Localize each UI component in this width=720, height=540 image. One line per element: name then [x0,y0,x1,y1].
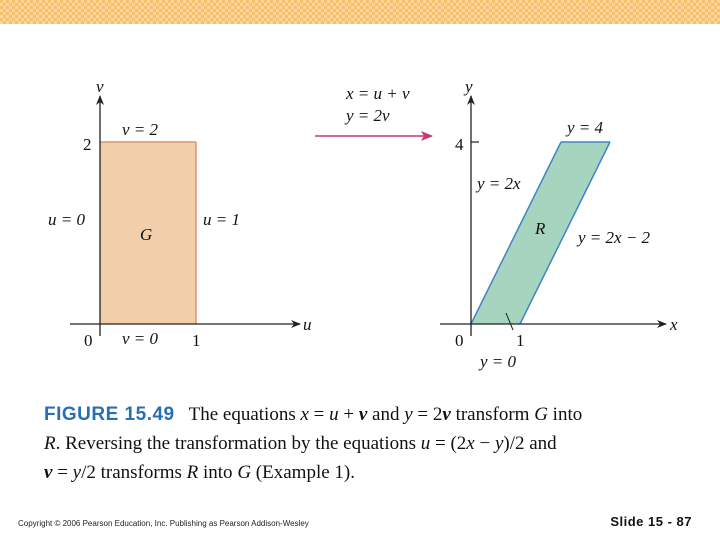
origin-label-right: 0 [455,331,464,350]
region-label-r: R [535,219,546,238]
caption-text: /2 transforms [81,462,187,483]
tick-label-4: 4 [455,135,464,154]
caption-var: u [329,404,339,425]
slide-number: Slide 15 - 87 [610,514,692,529]
transform-equation-1: x = u + v [346,84,410,103]
u-axis-label: u [303,315,312,334]
caption-text: into [198,462,238,483]
label-v-equals-2: v = 2 [122,120,159,139]
y-axis-label: y [465,77,473,96]
caption-text: (Example 1). [251,462,355,483]
caption-text: = [308,404,330,425]
label-y-equals-2x: y = 2x [477,174,521,193]
figure-label: FIGURE 15.49 [44,404,175,425]
caption-text: = 2 [412,404,443,425]
v-axis-label: v [96,77,104,96]
caption-var: y [404,404,413,425]
figure-caption [44,400,694,487]
tick-label-1: 1 [192,331,201,350]
caption-var: x [300,404,309,425]
caption-text: = (2 [430,433,467,454]
label-u-equals-1: u = 1 [203,210,240,229]
caption-var: R [186,462,199,483]
caption-var: y [72,462,82,483]
caption-var: v [44,462,53,483]
caption-text: into [547,404,583,425]
caption-var: G [534,404,548,425]
x-axis-label: x [670,315,678,334]
right-graph [440,77,678,371]
caption-text: . Reversing the transformation by the equations [55,433,421,454]
caption-var: u [420,433,431,454]
label-y-equals-0: y = 0 [480,352,517,371]
label-y-equals-4: y = 4 [567,118,604,137]
caption-var: v [358,404,368,425]
copyright-notice: Copyright © 2006 Pearson Education, Inc. Publishing as Pearson Addison-Wesley [18,519,309,528]
caption-text: − [474,433,495,454]
transform-equation-2: y = 2v [346,106,390,125]
transformation-arrow-group [315,84,432,136]
caption-var: R [44,433,56,454]
caption-text: + [338,404,359,425]
caption-var: G [237,462,252,483]
caption-var: v [442,404,451,425]
origin-label: 0 [84,331,93,350]
region-label-g: G [140,225,153,244]
caption-text: and [367,404,405,425]
caption-var: x [466,433,475,454]
label-u-equals-0: u = 0 [48,210,85,229]
caption-text: transform [450,404,535,425]
label-y-equals-2x-minus-2: y = 2x − 2 [578,228,651,247]
caption-text: )/2 and [503,433,557,454]
label-v-equals-0: v = 0 [122,329,159,348]
caption-text: The equations [188,404,301,425]
tick-label-1-right: 1 [516,331,525,350]
tick-label-2: 2 [83,135,92,154]
caption-text: = [52,462,73,483]
left-graph [48,77,312,350]
caption-var: y [494,433,504,454]
